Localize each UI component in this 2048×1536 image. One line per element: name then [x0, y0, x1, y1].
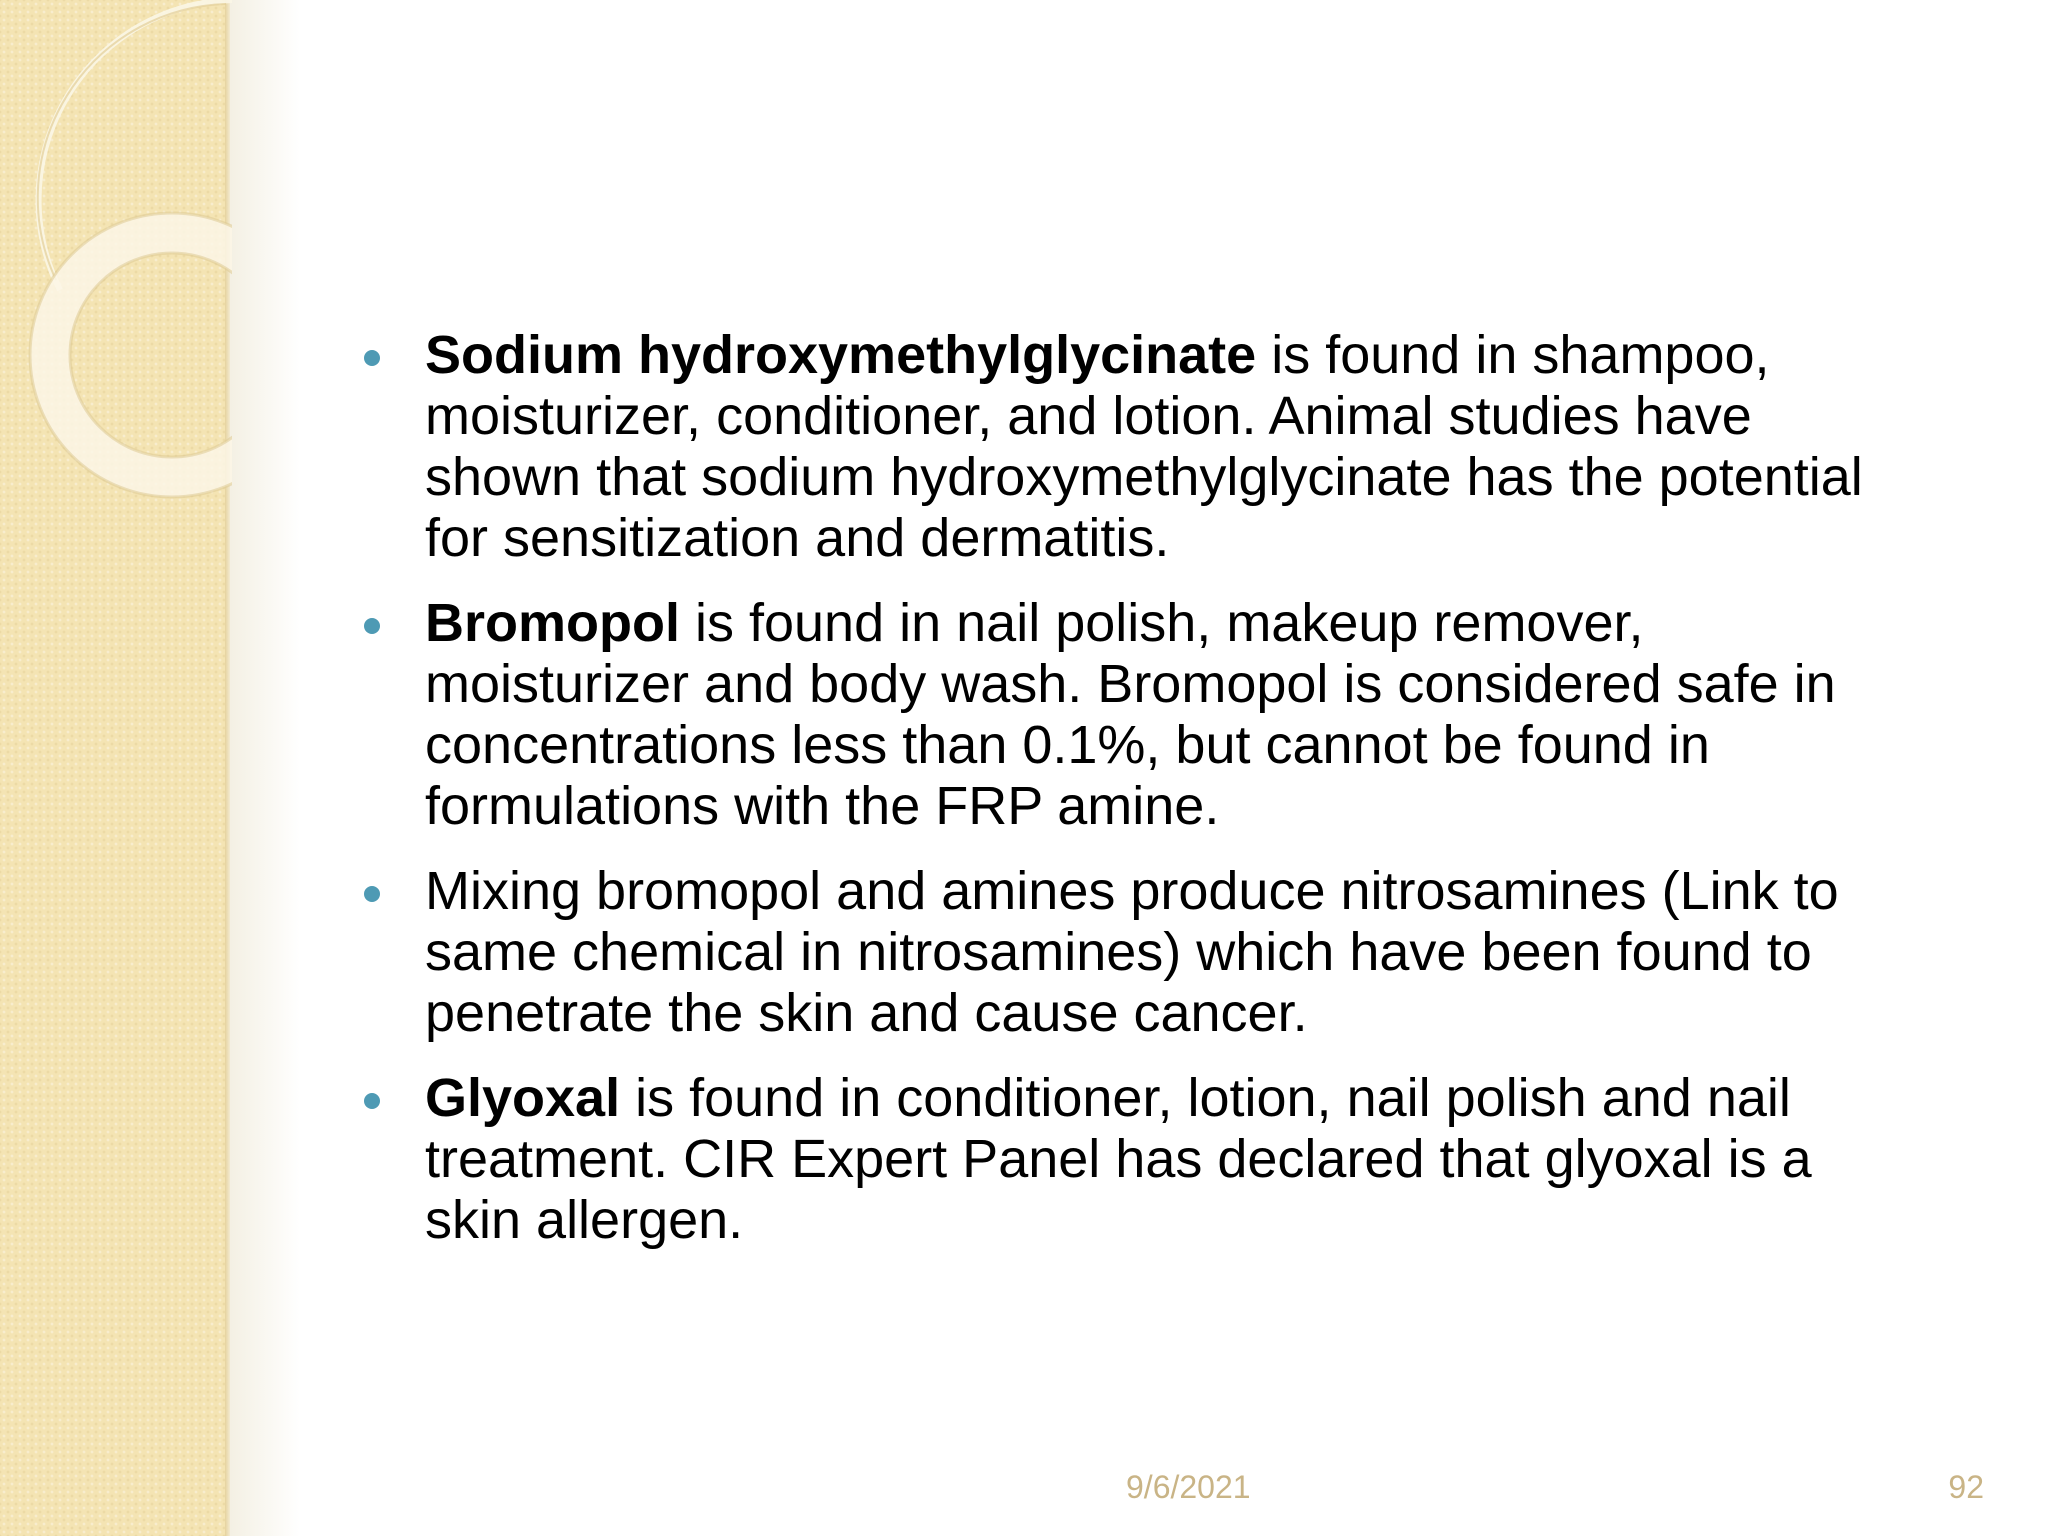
bullet-item-sodium-hydroxymethylglycinate: [355, 325, 1915, 569]
slide-page-number: 92: [1948, 1469, 1984, 1505]
bullet-item-glyoxal: [355, 1068, 1915, 1251]
bullet-text: is found in shampoo, moisturizer, conditioner, and lotion. Animal studies have shown that sodium hydroxymethylglycinate has the potential for sensitization and dermatitis.: [425, 325, 1863, 568]
decorative-rings: [0, 0, 232, 520]
footer-date: 9/6/2021: [1126, 1469, 1251, 1505]
bullet-dot-icon: [364, 618, 380, 634]
bullet-text: is found in nail polish, makeup remover, moisturizer and body wash. Bromopol is considered safe in concentrations less than 0.1%, but cannot be found in formulations with the FRP amine.: [425, 593, 1836, 836]
bullet-dot-icon: [364, 350, 380, 366]
bullet-item-mixing-bromopol: [355, 861, 1915, 1044]
bullet-text: is found in conditioner, lotion, nail polish and nail treatment. CIR Expert Panel has declared that glyoxal is a skin allergen.: [425, 1068, 1812, 1250]
bullet-term: Sodium hydroxymethylglycinate: [425, 325, 1257, 385]
bullet-term: Glyoxal: [425, 1068, 621, 1128]
bullet-item-bromopol: [355, 593, 1915, 837]
bullet-text: Mixing bromopol and amines produce nitrosamines (Link to same chemical in nitrosamines) which have been found to penetrate the skin and cause cancer.: [425, 861, 1839, 1043]
bullet-term: Bromopol: [425, 593, 680, 653]
bullet-dot-icon: [364, 886, 380, 902]
bullet-list: [355, 325, 1915, 1251]
side-band-shadow: [230, 0, 300, 1536]
bullet-dot-icon: [364, 1093, 380, 1109]
slide-content: [355, 325, 1915, 1275]
